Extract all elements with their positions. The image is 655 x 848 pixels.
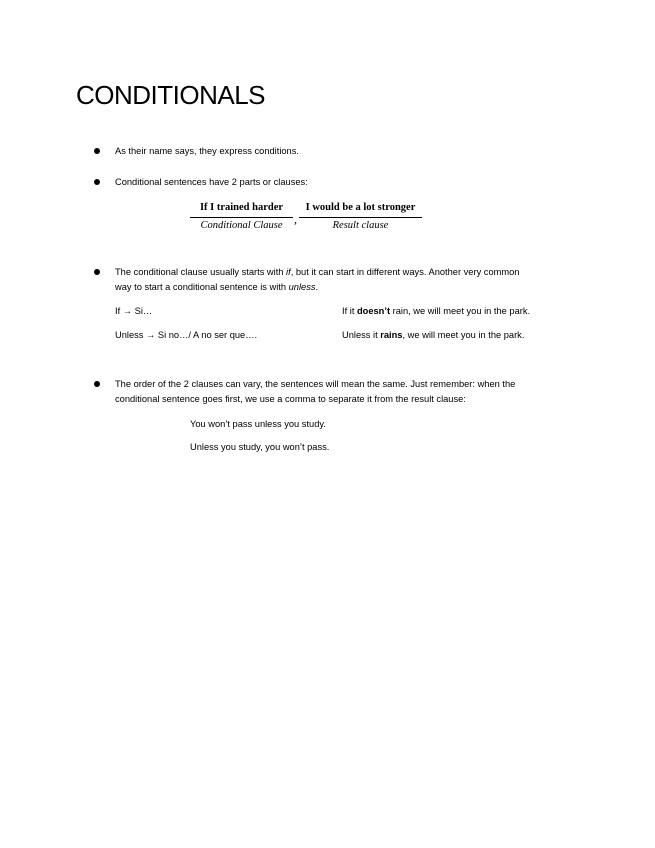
result-clause-example: I would be a lot stronger — [299, 201, 422, 218]
page-title: CONDITIONALS — [76, 80, 266, 110]
bullet-icon — [94, 269, 100, 275]
translation-term: Unless → Si no…/ A no ser que…. — [115, 330, 258, 340]
bullet-text: Conditional sentences have 2 parts or clauses: — [115, 177, 308, 187]
bullet-text-line2: way to start a conditional sentence is with unless. — [115, 282, 319, 292]
bullet-icon — [94, 179, 100, 185]
conditional-clause-label: Conditional Clause — [200, 220, 283, 231]
translation-example: If it doesn’t rain, we will meet you in the park. — [342, 306, 531, 316]
bullet-text-line1: The conditional clause usually starts with if, but it can start in different ways. Another very common — [115, 267, 520, 277]
example-sentence: You won’t pass unless you study. — [190, 419, 326, 429]
bullet-text-line2: conditional sentence goes first, we use a comma to separate it from the result clause: — [115, 394, 466, 404]
bullet-icon — [94, 381, 100, 387]
example-sentence: Unless you study, you won’t pass. — [190, 442, 330, 452]
result-clause-label: Result clause — [332, 220, 389, 231]
conditional-clause-fraction — [190, 201, 293, 233]
conditional-clause-example: If I trained harder — [190, 201, 293, 218]
bullet-icon — [94, 148, 100, 154]
result-clause-fraction — [299, 201, 422, 233]
translation-term: If → Si… — [115, 306, 153, 316]
translation-example: Unless it rains, we will meet you in the park. — [342, 330, 525, 340]
formula-comma: , — [294, 212, 297, 226]
bullet-text: As their name says, they express conditions. — [115, 146, 299, 156]
bullet-text-line1: The order of the 2 clauses can vary, the sentences will mean the same. Just remember: when the — [115, 379, 516, 389]
